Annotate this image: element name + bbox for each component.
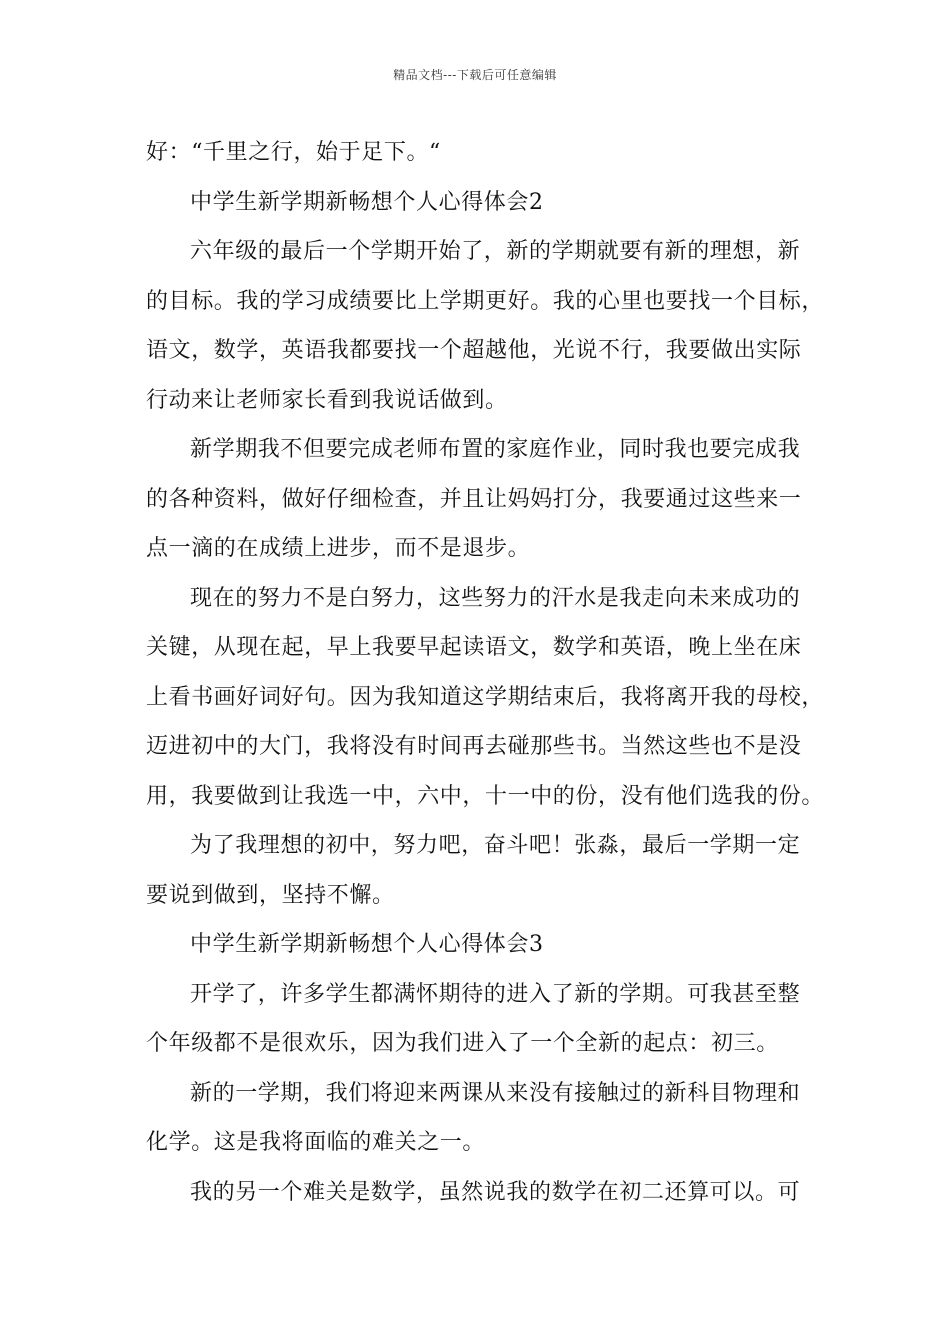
text-line: 迈进初中的大门，我将没有时间再去碰那些书。当然这些也不是没 bbox=[146, 734, 802, 759]
page-header: 精品文档---下载后可任意编辑 bbox=[393, 68, 557, 82]
text-line: 个年级都不是很欢乐，因为我们进入了一个全新的起点：初三。 bbox=[146, 1031, 779, 1056]
text-line: 点一滴的在成绩上进步，而不是退步。 bbox=[146, 536, 531, 561]
text-line: 关键，从现在起，早上我要早起读语文，数学和英语，晚上坐在床 bbox=[146, 635, 802, 660]
text-line: 为了我理想的初中，努力吧，奋斗吧！张淼，最后一学期一定 bbox=[190, 833, 801, 858]
text-line: 要说到做到，坚持不懈。 bbox=[146, 882, 395, 908]
text-line: 开学了，许多学生都满怀期待的进入了新的学期。可我甚至整 bbox=[190, 981, 801, 1007]
text-line: 的各种资料，做好仔细检查，并且让妈妈打分，我要通过这些来一 bbox=[146, 486, 802, 512]
text-line: 上看书画好词好句。因为我知道这学期结束后，我将离开我的母校， bbox=[146, 684, 825, 710]
text-line: 用，我要做到让我选一中，六中，十一中的份，没有他们选我的份。 bbox=[146, 783, 825, 809]
text-line: 现在的努力不是白努力，这些努力的汗水是我走向未来成功的 bbox=[190, 585, 801, 611]
text-line: 我的另一个难关是数学，虽然说我的数学在初二还算可以。可 bbox=[190, 1179, 801, 1205]
text-line: 的目标。我的学习成绩要比上学期更好。我的心里也要找一个目标， bbox=[146, 288, 825, 314]
document-body bbox=[146, 128, 825, 1217]
text-line: 行动来让老师家长看到我说话做到。 bbox=[146, 387, 508, 413]
section-heading: 中学生新学期新畅想个人心得体会2 bbox=[190, 189, 544, 215]
text-line: 好：“千里之行，始于足下。“ bbox=[146, 140, 441, 165]
text-line: 新学期我不但要完成老师布置的家庭作业，同时我也要完成我 bbox=[190, 437, 801, 462]
text-line: 化学。这是我将面临的难关之一。 bbox=[146, 1130, 486, 1155]
text-line: 六年级的最后一个学期开始了，新的学期就要有新的理想，新 bbox=[190, 239, 801, 264]
text-line: 语文，数学，英语我都要找一个超越他，光说不行，我要做出实际 bbox=[146, 338, 802, 363]
section-heading: 中学生新学期新畅想个人心得体会3 bbox=[190, 932, 544, 957]
text-line: 新的一学期，我们将迎来两课从来没有接触过的新科目物理和 bbox=[190, 1080, 801, 1106]
